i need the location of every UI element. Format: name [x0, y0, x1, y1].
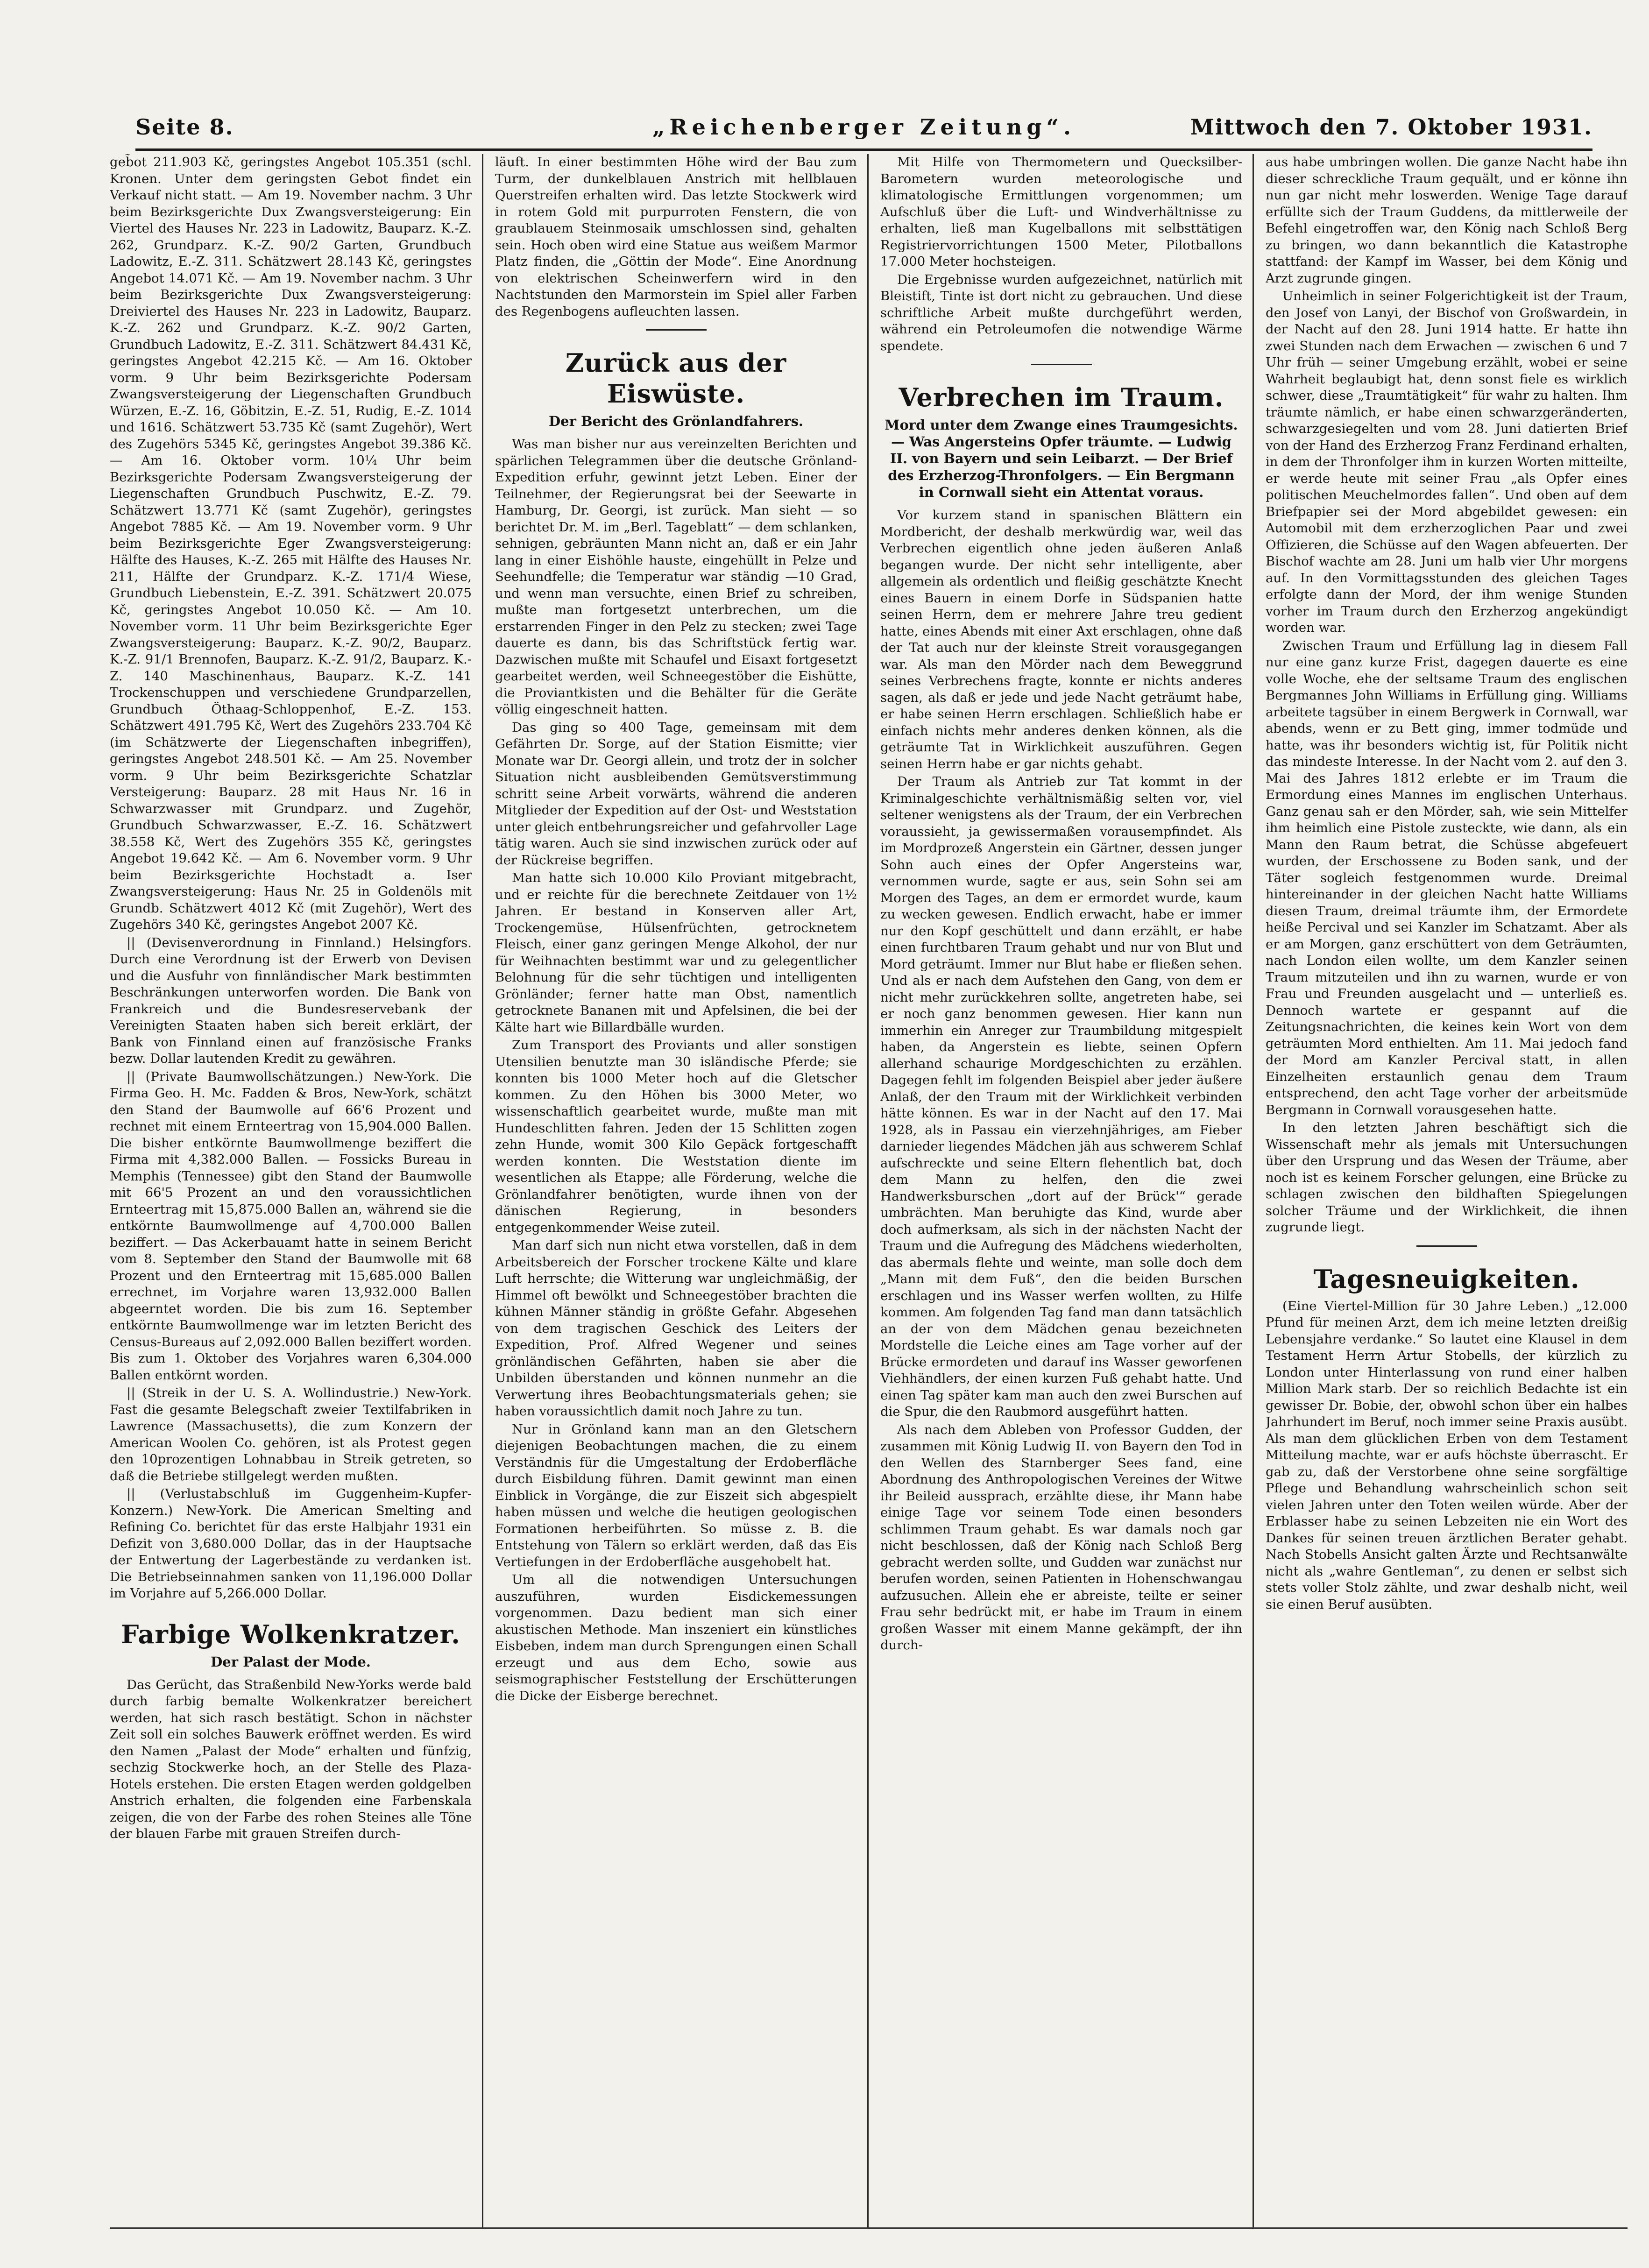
news-guggenheim: || (Verlustabschluß im Guggenheim-Kupfer-Konzern.) New-York. Die American Smelting and Refining Co. berichtet für das erste Halbjahr 1931 ein Defizit von 3,680.000 Dollar, das in der Hauptsache der Entwertung der Lagerbestände zu verdanken ist. Die Betriebseinnahmen sanken von 11,196.000 Dollar im Vorjahre auf 5,266.000 Dollar. [110, 1486, 472, 1601]
article-paragraph: Der Traum als Antrieb zur Tat kommt in der Kriminalgeschichte verhältnismäßig selten vor, viel seltener wenigstens als der Traum, der ein Verbrechen voraussieht, ja gewissermaßen vorausempfindet. Als im Mordprozeß Angerstein ein Gärtner, dessen junger Sohn auch eines der Opfer Angersteins war, vernommen wurde, sagte er aus, sein Sohn sei am Morgen des Tages, an dem er ermordet wurde, kaum zu wecken gewesen. Endlich erwacht, habe er immer nur den Kopf geschüttelt und dann erzählt, er habe einen furchtbaren Traum gehabt und nur von Blut und Mord geträumt. Immer nur Blut habe er fließen sehen. Und als er nach dem Aufstehen den Gang, von dem er nicht mehr zurückkehren sollte, angetreten habe, sei er noch ganz benommen gewesen. Hier kann nun immerhin ein Anreger zur Traumbildung mitgespielt haben, da Angerstein es liebte, seinen Opfern allerhand schaurige Mordgeschichten zu erzählen. Dagegen fehlt im folgenden Beispiel aber jeder äußere Anlaß, der den Traum mit der Wirklichkeit verbinden hätte können. Es war in der Nacht auf den 17. Mai 1928, als in Passau ein vierzehnjähriges, am Fieber darnieder liegendes Mädchen jäh aus schwerem Schlaf aufschreckte und seine Eltern flehentlich bat, doch dem Mann zu helfen, den die zwei Handwerksburschen „dort auf der Brück'“ gerade umbrächten. Man beruhigte das Kind, wurde aber doch aufmerksam, als sich in der nächsten Nacht der Traum und die Aufregung des Mädchens wiederholten, das abermals flehte und weinte, man solle doch dem „Mann mit dem Fuß“, den die beiden Burschen erschlagen und ins Wasser werfen wollten, zu Hilfe kommen. Am folgenden Tag fand man dann tatsächlich an der von dem Mädchen genau bezeichneten Mordstelle die Leiche eines am Tage vorher auf der Brücke ermordeten und darauf ins Wasser geworfenen Viehhändlers, der einen kurzen Fuß gehabt hatte. Und einen Tag später kam man auch den zwei Burschen auf die Spur, die den Raubmord ausgeführt hatten. [880, 774, 1242, 1419]
article-headline-skyscrapers: Farbige Wolkenkratzer. [121, 1619, 460, 1649]
separator [646, 329, 707, 331]
article-paragraph: Um all die notwendigen Untersuchungen auszuführen, wurden Eisdickemessungen vorgenommen. Dazu bedient man sich einer akustischen Methode. Man inszeniert ein künstliches Eisbeben, indem man durch Sprengungen einen Schall erzeugt und aus dem Echo, sowie aus seismographischer Feststellung der Erschütterungen die Dicke der Eisberge berechnet. [495, 1572, 857, 1703]
article-paragraph: Zwischen Traum und Erfüllung lag in diesem Fall nur eine ganz kurze Frist, dagegen dauerte es eine volle Woche, ehe der seltsame Traum des englischen Bergmannes John Williams in Erfüllung ging. Williams arbeitete tagsüber in einem Bergwerk in Cornwall, war abends, wenn er zu Bett ging, immer todmüde und hatte, was ihr besonders wichtig ist, für Politik nicht das mindeste Interesse. In der Nacht vom 2. auf den 3. Mai des Jahres 1812 erlebte er im Traum die Ermordung eines Mannes im englischen Unterhaus. Ganz genau sah er den Mörder, sah, wie sein Mittelfer ihm heimlich eine Pistole zusteckte, wie dann, als ein Mann den Raum betrat, die Schüsse abgefeuert wurden, der Erschossene zu Boden sank, und der Täter sogleich festgenommen wurde. Dreimal hintereinander in der gleichen Nacht hatte Williams diesen Traum, dreimal träumte ihm, der Ermordete heiße Percival und sei Kanzler im Schatzamt. Aber als er am Morgen, ganz erschüttert von dem Geträumten, nach London eilen wollte, um dem Kanzler seinen Traum mitzuteilen und ihn zu warnen, wurde er von Frau und Freunden ausgelacht und — unterließ es. Dennoch wartete er gespannt auf die Zeitungsnachrichten, die keines kein Wort von dem geträumten Mord enthielten. Am 11. Mai jedoch fand der Mord am Kanzler Percival statt, in allen Einzelheiten erstaunlich genau dem Traum entsprechend, den acht Tage vorher der arbeitsmüde Bergmann in Cornwall vorausgesehen hatte. [1266, 638, 1628, 1117]
article-subheadline: Der Bericht des Grönlandfahrers. [548, 413, 804, 429]
separator [1031, 364, 1092, 365]
column-rule [867, 154, 869, 2227]
article-paragraph: Man darf sich nun nicht etwa vorstellen, daß in dem Arbeitsbereich der Forscher trockene Kälte und klare Luft herrschte; die Witterung war ungleichmäßig, der Himmel oft bewölkt und Schneegestöber brachten die kühnen Männer ständig in größte Gefahr. Abgesehen von dem tragischen Geschick des Leiters der Expedition, Prof. Alfred Wegener und seines grönländischen Gefährten, haben sie aber die Unbilden überstanden und können nunmehr an die Verwertung ihres Beobachtungsmaterials gehen; sie haben voraussichtlich damit noch Jahre zu tun. [495, 1238, 857, 1419]
column-4 [1266, 154, 1628, 2223]
issue-date: Mittwoch den 7. Oktober 1931. [1190, 114, 1592, 140]
article-paragraph: Unheimlich in seiner Folgerichtigkeit ist der Traum, den Josef von Lanyi, der Bischof von Großwardein, in der Nacht auf den 28. Juni 1914 hatte. Er hatte ihn zwei Stunden nach dem Erwachen — zwischen 6 und 7 Uhr früh — seiner Umgebung erzählt, wobei er seine Wahrheit beglaubigt hat, denn sonst fiele es wirklich schwer, diese „Traumtätigkeit“ für wahr zu halten. Ihm träumte nämlich, er habe einen schwarzgeränderten, schwarzgesiegelten und vom 28. Juni datierten Brief von der Hand des Erzherzog Franz Ferdinand erhalten, in dem der Thronfolger ihm in kurzen Worten mitteilte, er werde heute mit seiner Frau „als Opfer eines politischen Meuchelmordes fallen“. Und oben auf dem Briefpapier sei der Mord abgebildet gewesen: ein Automobil mit dem erzherzoglichen Paar und zwei Offizieren, die Schüsse auf den Wagen abfeuerten. Der Bischof wachte am 28. Juni um halb vier Uhr morgens auf. In den Vormittagsstunden des gleichen Tages erfolgte dann der Mord, der ihm wenige Stunden vorher im Traum durch den Erzherzog angekündigt worden war. [1266, 289, 1628, 635]
separator [1416, 1245, 1477, 1247]
header-rule [135, 148, 1592, 151]
article-paragraph: Vor kurzem stand in spanischen Blättern ein Mordbericht, der deshalb merkwürdig war, weil das Verbrechen eigentlich ohne jeden äußeren Anlaß begangen wurde. Der nicht sehr intelligente, aber allgemein als ordentlich und fleißig geschätzte Knecht eines Bauern in einem Dorfe in Südspanien hatte seinen Herrn, dem er mehrere Jahre treu gedient hatte, eines Abends mit einer Axt erschlagen, ohne daß der Tat auch nur der kleinste Streit vorausgegangen war. Als man den Mörder nach dem Beweggrund seines Verbrechens fragte, konnte er nichts anderes sagen, als daß er jede und jede Nacht geträumt habe, er habe seinen Herrn erschlagen. Schließlich habe er einfach nichts mehr anderes denken können, als die geträumte Tat in Wirklichkeit auszuführen. Gegen seinen Herrn habe er gar nichts gehabt. [880, 508, 1242, 771]
column-2 [495, 154, 857, 2223]
column-rule [1253, 154, 1254, 2227]
bottom-rule [110, 2227, 1628, 2229]
page-number: Seite 8. [135, 114, 234, 140]
article-paragraph: Das ging so 400 Tage, gemeinsam mit dem Gefährten Dr. Sorge, auf der Station Eismitte; vier Monate war Dr. Georgi allein, und trotz der in solcher Situation nicht ausbleibenden Gemütsverstimmung schritt seine Arbeit vorwärts, während die anderen Mitglieder der Expedition auf der Ost- und Weststation unter gleich entbehrungsreicher und gefahrvoller Lage tätig waren. Auch sie sind inzwischen zurück oder auf der Rückreise begriffen. [495, 720, 857, 868]
article-headline-greenland: Zurück aus der Eiswüste. [565, 348, 787, 409]
article-paragraph: läuft. In einer bestimmten Höhe wird der Bau zum Turm, der dunkelblauen Anstrich mit hellblauen Querstreifen erhalten wird. Das letzte Stockwerk wird in rotem Gold mit purpurroten Fenstern, die von graublauem Steinmosaik umschlossen sind, gehalten sein. Hoch oben wird eine Statue aus weißem Marmor Platz finden, die „Göttin der Mode“. Eine Anordnung von elektrischen Scheinwerfern wird in den Nachtstunden den Marmorstein im Spiel aller Farben des Regenbogens aufleuchten lassen. [495, 155, 857, 319]
news-finland: || (Devisenverordnung in Finnland.) Helsingfors. Durch eine Verordnung ist der Erwerb von Devisen und die Ausfuhr von finnländischer Mark bestimmten Beschränkungen unterworfen worden. Die Bank von Frankreich und die Bundesreservebank der Vereinigten Staaten haben sich bereit erklärt, der Bank von Finnland einen auf französische Franks bezw. Dollar lautenden Kredit zu gewähren. [110, 935, 472, 1066]
article-paragraph: Zum Transport des Proviants und aller sonstigen Utensilien benutzte man 30 isländische Pferde; sie konnten bis 1000 Meter hoch auf die Gletscher kommen. Zu den Höhen bis 3000 Meter, wo wissenschaftlich gearbeitet wurde, mußte man mit Hundeschlitten fahren. Jeden der 15 Schlitten zogen zehn Hunde, womit 300 Kilo Gepäck fortgeschafft werden konnten. Die Weststation diente im wesentlichen als Etappe; alle Förderung, welche die Grönlandfahrer benötigten, wurde ihnen von der dänischen Regierung, in besonders entgegenkommender Weise zuteil. [495, 1038, 857, 1235]
column-rule [482, 154, 483, 2227]
article-paragraph: (Eine Viertel-Million für 30 Jahre Leben.) „12.000 Pfund für meinen Arzt, dem ich meine letzten dreißig Lebensjahre verdanke.“ So lautet eine Klausel in dem Testament Herrn Artur Stobells, der kürzlich zu London unter Hinterlassung von rund einer halben Million Mark starb. Der so reichlich Bedachte ist ein gewisser Dr. Bobie, der, obwohl schon über ein halbes Jahrhundert im Beruf, noch immer seine Praxis ausübt. Als man dem glücklichen Erben von dem Testament Mitteilung machte, war er aufs höchste überrascht. Er gab zu, daß der Verstorbene ohne seine sorgfältige Pflege und Behandlung wahrscheinlich schon seit vielen Jahren unter den Toten weilen würde. Aber der Erblasser habe zu seinen Lebzeiten nie ein Wort des Dankes für seinen treuen ärztlichen Berater gehabt. Nach Stobells Ansicht galten Ärzte und Rechtsanwälte nicht als „wahre Gentleman“, zu denen er selbst sich stets voller Stolz zählte, und zwar deshalb nicht, weil sie einen Beruf ausübten. [1266, 1298, 1628, 1612]
article-subheadline: Der Palast der Mode. [211, 1653, 371, 1670]
auction-notices: geb̃ot 211.903 Kč, geringstes Angebot 105.351 (schl. Kronen. Unter dem geringsten Gebot findet ein Verkauf nicht statt. — Am 19. November nachm. 3 Uhr beim Bezirksgerichte Dux Zwangsversteigerung: Ein Viertel des Hauses Nr. 223 in Ladowitz, Bauparz. K.-Z. 262, Grundparz. K.-Z. 90/2 Garten, Grundbuch Ladowitz, E.-Z. 311. Schätzwert 28.143 Kč, geringstes Angebot 14.071 Kč. — Am 19. November nachm. 3 Uhr beim Bezirksgerichte Dux Zwangsversteigerung: Dreiviertel des Hauses Nr. 223 in Ladowitz, Bauparz. K.-Z. 262 und Grundparz. K.-Z. 90/2 Garten, Grundbuch Ladowitz, E.-Z. 311. Schätzwert 84.431 Kč, geringstes Angebot 42.215 Kč. — Am 16. Oktober vorm. 9 Uhr beim Bezirksgerichte Podersam Zwangsversteigerung der Liegenschaften Grundbuch Würzen, E.-Z. 16, Göbitzin, E.-Z. 51, Rudig, E.-Z. 1014 und 1616. Schätzwert 53.735 Kč (samt Zugehör), Wert des Zugehörs 5345 Kč, geringstes Angebot 39.386 Kč. — Am 16. Oktober vorm. 10¼ Uhr beim Bezirksgerichte Podersam Zwangsversteigerung der Liegenschaften Grundbuch Puschwitz, E.-Z. 79. Schätzwert 13.771 Kč (samt Zugehör), geringstes Angebot 7885 Kč. — Am 19. November vorm. 9 Uhr beim Bezirksgerichte Eger Zwangsversteigerung: Hälfte des Hauses, K.-Z. 265 mit Hälfte des Hauses Nr. 211, Hälfte der Grundparz. K.-Z. 171/4 Wiese, Grundbuch Liebenstein, E.-Z. 391. Schätzwert 20.075 Kč, geringstes Angebot 10.050 Kč. — Am 10. November vorm. 11 Uhr beim Bezirksgerichte Eger Zwangsversteigerung: Bauparz. K.-Z. 90/2, Bauparz. K.-Z. 91/1 Brennofen, Bauparz. K.-Z. 91/2, Bauparz. K.-Z. 140 Maschinenhaus, Bauparz. K.-Z. 141 Trockenschuppen und verschiedene Grundparzellen, Grundbuch Öthaag-Schloppenhof, E.-Z. 153. Schätzwert 491.795 Kč, Wert des Zugehörs 233.704 Kč (im Schätzwerte der Liegenschaften inbegriffen), geringstes Angebot 248.501 Kč. — Am 25. November vorm. 9 Uhr beim Bezirksgerichte Schatzlar Versteigerung: Bauparz. 28 mit Haus Nr. 16 in Schwarzwasser mit Grundparz. und Zugehör, Grundbuch Schwarzwasser, E.-Z. 16. Schätzwert 38.558 Kč, Wert des Zugehörs 355 Kč, geringstes Angebot 19.642 Kč. — Am 6. November vorm. 9 Uhr beim Bezirksgerichte Hochstadt a. Iser Zwangsversteigerung: Haus Nr. 25 in Goldenöls mit Grundb. Schätzwert 4012 Kč (mit Zugehör), Wert des Zugehörs 340 Kč, geringstes Angebot 2007 Kč. [110, 155, 472, 932]
news-cotton: || (Private Baumwollschätzungen.) New-York. Die Firma Geo. H. Mc. Fadden & Bros, New-York, schätzt den Stand der Baumwolle auf 66'6 Prozent und rechnet mit einem Ernteertrag von 15,904.000 Ballen. Die bisher entkörnte Baumwollmenge beziffert die Firma mit 4,382.000 Ballen. — Fossicks Bureau in Memphis (Tennessee) gibt den Stand der Baumwolle mit 66'5 Prozent an und den voraussichtlichen Ernteertrag mit 15,875.000 Ballen an, während sie die entkörnte Baumwollmenge auf 4,700.000 Ballen beziffert. — Das Ackerbauamt hatte in seinem Bericht vom 8. September den Stand der Baumwolle mit 68 Prozent und den Ernteertrag mit 15,685.000 Ballen errechnet, im Vorjahre waren 13,932.000 Ballen abgeerntet worden. Die bis zum 16. September entkörnte Baumwollmenge war im letzten Bericht des Census-Bureaus auf 2,092.000 Ballen beziffert worden. Bis zum 1. Oktober des Vorjahres waren 6,304.000 Ballen entkörnt worden. [110, 1069, 472, 1383]
article-headline-dream-crimes: Verbrechen im Traum. [899, 382, 1224, 412]
article-paragraph: Man hatte sich 10.000 Kilo Proviant mitgebracht, und er reichte für die berechnete Zeitdauer von 1½ Jahren. Er bestand in Konserven aller Art, Trockengemüse, Hülsenfrüchten, getrocknetem Fleisch, einer ganz geringen Menge Alkohol, der nur für Weihnachten bestimmt war und zu gelegentlicher Belohnung für die sehr tüchtigen und intelligenten Grönländer; ferner hatte man Obst, namentlich getrocknete Bananen mit und Apfelsinen, die bei der Kälte hart wie Billardbälle wurden. [495, 870, 857, 1035]
page-header [135, 114, 1592, 147]
article-paragraph: aus habe umbringen wollen. Die ganze Nacht habe ihn dieser schreckliche Traum gequält, und er könne ihn nun gar nicht mehr loswerden. Wenige Tage darauf erfüllte sich der Traum Guddens, da mittlerweile der Befehl eingetroffen war, den König nach Schloß Berg zu bringen, wo dann bekanntlich die Katastrophe stattfand: der Kampf im Wasser, bei dem König und Arzt zugrunde gingen. [1266, 155, 1628, 286]
newspaper-title: „Reichenberger Zeitung“. [652, 114, 1076, 140]
column-1 [110, 154, 472, 2223]
article-paragraph: Was man bisher nur aus vereinzelten Berichten und spärlichen Telegrammen über die deutsche Grönland-Expedition erfuhr, gewinnt jetzt Leben. Einer der Teilnehmer, der Regierungsrat bei der Seewarte in Hamburg, Dr. Georgi, ist zurück. Man sieht — so berichtet Dr. M. im „Berl. Tageblatt“ — dem schlanken, sehnigen, gebräunten Mann nicht an, daß er ein Jahr lang in einer Eishöhle hauste, eingehüllt in Pelze und Seehundfelle; die Temperatur war ständig —10 Grad, und wenn man versuchte, einen Brief zu schreiben, mußte man fortgesetzt unterbrechen, um die erstarrenden Finger in den Pelz zu stecken; zwei Tage dauerte es dann, bis das Schriftstück fertig war. Dazwischen mußte mit Schaufel und Eisaxt fortgesetzt gearbeitet werden, weil Schneegestöber die Eishütte, die Proviantkisten und die Behälter für die Geräte völlig eingeschneit hatten. [495, 437, 857, 717]
article-subheadline: Mord unter dem Zwange eines Traumgesichts. — Was Angersteins Opfer träumte. — Ludwig II. von Bayern und sein Leibarzt. — Der Brief des Erzherzog-Thronfolgers. — Ein Bergmann in Cornwall sieht ein Attentat voraus. [885, 417, 1238, 500]
column-3 [880, 154, 1242, 2223]
section-headline-daily-news: Tagesneuigkeiten. [1313, 1264, 1580, 1294]
article-paragraph: Mit Hilfe von Thermometern und Quecksilber-Barometern wurden meteorologische und klimatologische Ermittlungen vorgenommen; um Aufschluß über die Luft- und Windverhältnisse zu erhalten, ließ man Kugelballons mit selbsttätigen Registriervorrichtungen 1500 Meter, Pilotballons 17.000 Meter hochsteigen. [880, 155, 1242, 269]
article-paragraph: Nur in Grönland kann man an den Gletschern diejenigen Beobachtungen machen, die zu einem Verständnis für die Umgestaltung der Erdoberfläche durch Eisbildung führen. Damit gewinnt man einen Einblick in Vorgänge, die zur Eiszeit sich abgespielt haben müssen und welche die heutigen geologischen Formationen herbeiführten. So müsse z. B. die Entstehung von Tälern so erklärt werden, daß das Eis Vertiefungen in der Erdoberfläche ausgehobelt hat. [495, 1421, 857, 1569]
news-strike: || (Streik in der U. S. A. Wollindustrie.) New-York. Fast die gesamte Belegschaft zweier Textilfabriken in Lawrence (Massachusetts), die zum Konzern der American Woolen Co. gehören, ist als Protest gegen den 10prozentigen Lohnabbau in Streik getreten, so daß die Betriebe stillgelegt werden mußten. [110, 1385, 472, 1484]
article-paragraph: In den letzten Jahren beschäftigt sich die Wissenschaft mehr als jemals mit Untersuchungen über den Ursprung und das Wesen der Träume, aber noch ist es keinem Forscher gelungen, eine Brücke zu schlagen zwischen den bildhaften Spiegelungen solcher Träume und der Wirklichkeit, die ihnen zugrunde liegt. [1266, 1120, 1628, 1235]
article-paragraph: Die Ergebnisse wurden aufgezeichnet, natürlich mit Bleistift, Tinte ist dort nicht zu gebrauchen. Und diese schriftliche Arbeit mußte durchgeführt werden, während ein Petroleumofen die notwendige Wärme spendete. [880, 272, 1242, 353]
article-paragraph: Als nach dem Ableben von Professor Gudden, der zusammen mit König Ludwig II. von Bayern den Tod in den Wellen des Starnberger Sees fand, eine Abordnung des Anthropologischen Vereines der Witwe ihr Beileid aussprach, erzählte diese, ihr Mann habe einige Tage vor seinem Tode einen besonders schlimmen Traum gehabt. Es war damals noch gar nicht beschlossen, daß der König nach Schloß Berg gebracht werden sollte, und Gudden war zunächst nur berufen worden, seinen Patienten in Hohenschwangau aufzusuchen. Allein ehe er abreiste, teilte er seiner Frau sehr bedrückt mit, er habe im Traum in einem großen Wasser mit einem Manne gekämpft, der ihn durch- [880, 1422, 1242, 1653]
article-paragraph: Das Gerücht, das Straßenbild New-Yorks werde bald durch farbig bemalte Wolkenkratzer bereichert werden, hat sich rasch bestätigt. Schon in nächster Zeit soll ein solches Bauwerk eröffnet werden. Es wird den Namen „Palast der Mode“ erhalten und fünfzig, sechzig Stockwerke hoch, an der Stelle des Plaza-Hotels erstehen. Die ersten Etagen werden goldgelben Anstrich erhalten, die folgenden eine Farbenskala zeigen, die von der Farbe des rohen Steines alle Töne der blauen Farbe mit grauen Streifen durch- [110, 1677, 472, 1841]
